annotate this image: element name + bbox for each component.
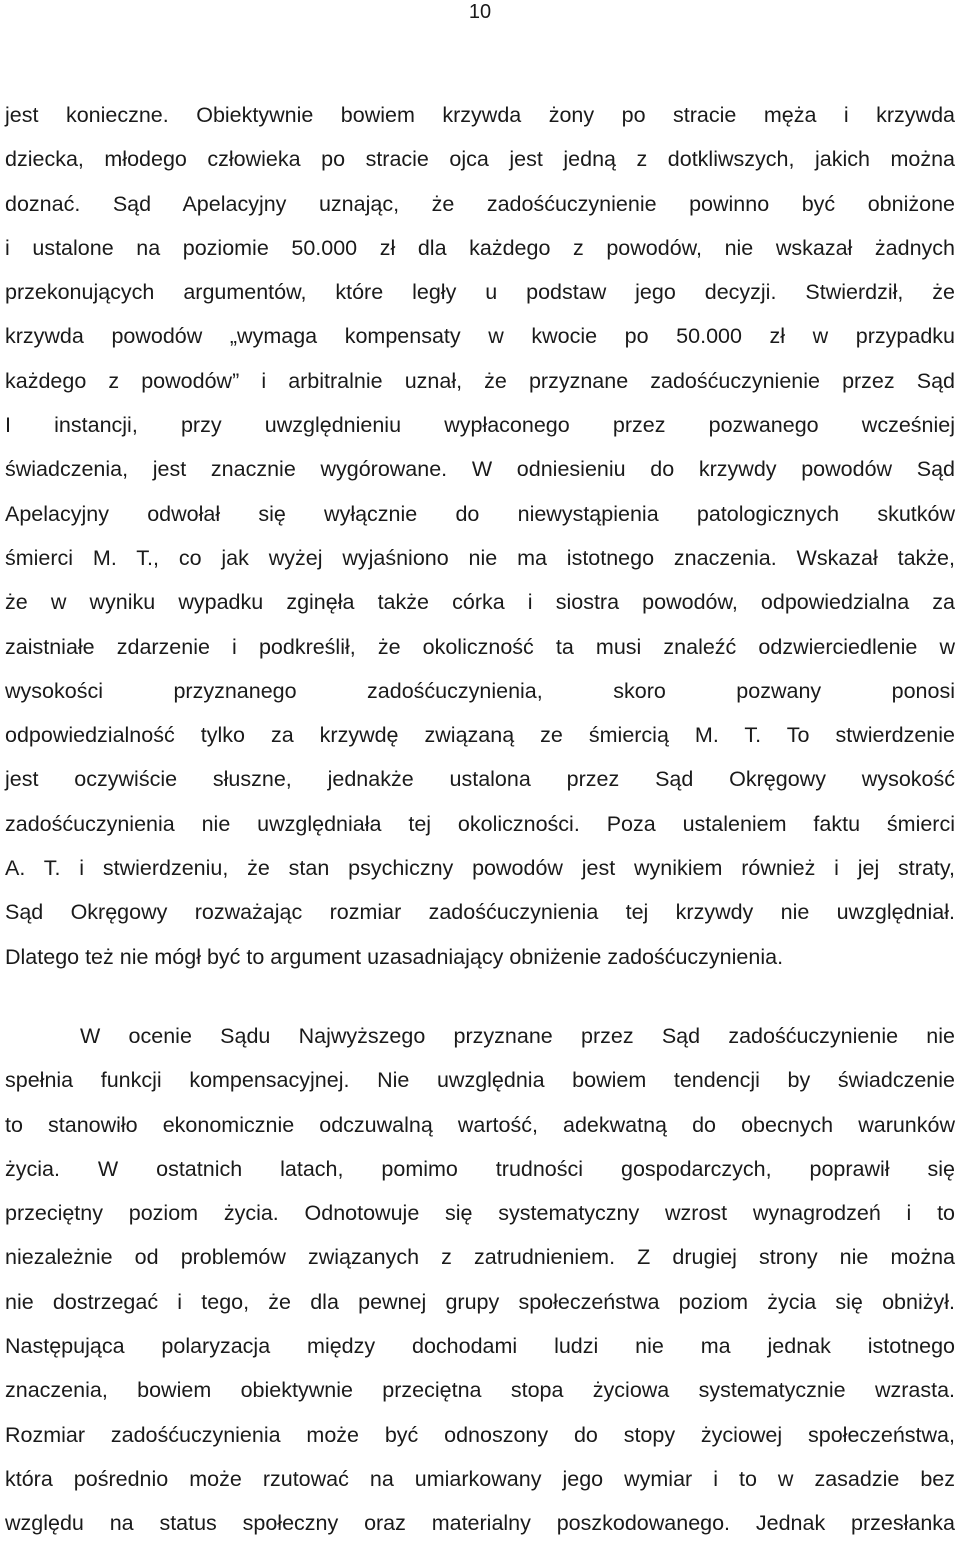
text-line: odpowiedzialność tylko za krzywdę związaną ze śmiercią M. T. To stwierdzenie [5, 723, 955, 748]
paragraph-1 [5, 93, 955, 979]
text-line: znaczenia, bowiem obiektywnie przeciętna stopa życiowa systematycznie wzrasta. [5, 1378, 955, 1403]
document-body [5, 93, 955, 1546]
text-line: to stanowiło ekonomicznie odczuwalną wartość, adekwatną do obecnych warunków [5, 1112, 955, 1137]
text-line: W ocenie Sądu Najwyższego przyznane przez Sąd zadośćuczynienie nie [80, 1023, 955, 1048]
text-line: względu na status społeczny oraz materialny poszkodowanego. Jednak przesłanka [5, 1511, 955, 1536]
text-line: I instancji, przy uwzględnieniu wypłaconego przez pozwanego wcześniej [5, 413, 955, 438]
text-line: spełnia funkcji kompensacyjnej. Nie uwzględnia bowiem tendencji by świadczenie [5, 1068, 955, 1093]
text-line: świadczenia, jest znacznie wygórowane. W odniesieniu do krzywdy powodów Sąd [5, 457, 955, 482]
text-line: Apelacyjny odwołał się wyłącznie do niewystąpienia patologicznych skutków [5, 501, 955, 526]
text-line: nie dostrzegać i tego, że dla pewnej grupy społeczeństwa poziom życia się obniżył. [5, 1289, 955, 1314]
text-line: jest konieczne. Obiektywnie bowiem krzywda żony po stracie męża i krzywda [5, 103, 955, 127]
text-line: i ustalone na poziomie 50.000 zł dla każdego z powodów, nie wskazał żadnych [5, 235, 955, 260]
paragraph-spacer [5, 979, 955, 1014]
text-line: przekonujących argumentów, które legły u podstaw jego decyzji. Stwierdził, że [5, 280, 955, 305]
text-line: Następująca polaryzacja między dochodami ludzi nie ma jednak istotnego [5, 1334, 955, 1359]
text-line: przeciętny poziom życia. Odnotowuje się systematyczny wzrost wynagrodzeń i to [5, 1201, 955, 1226]
text-line: A. T. i stwierdzeniu, że stan psychiczny powodów jest wynikiem również i jej straty, [5, 856, 955, 881]
text-line: że w wyniku wypadku zginęła także córka i siostra powodów, odpowiedzialna za [5, 590, 955, 615]
text-line: doznać. Sąd Apelacyjny uznając, że zadośćuczynienie powinno być obniżone [5, 191, 955, 216]
text-line: każdego z powodów” i arbitralnie uznał, że przyznane zadośćuczynienie przez Sąd [5, 368, 955, 393]
paragraph-2 [5, 1014, 955, 1546]
text-line: Sąd Okręgowy rozważając rozmiar zadośćuczynienia tej krzywdy nie uwzględniał. [5, 900, 955, 925]
text-line: która pośrednio może rzutować na umiarkowany jego wymiar i to w zasadzie bez [5, 1466, 955, 1491]
text-line: Rozmiar zadośćuczynienia może być odnoszony do stopy życiowej społeczeństwa, [5, 1422, 955, 1447]
text-line: niezależnie od problemów związanych z zatrudnieniem. Z drugiej strony nie można [5, 1245, 955, 1270]
text-line: śmierci M. T., co jak wyżej wyjaśniono nie ma istotnego znaczenia. Wskazał także, [5, 545, 955, 570]
text-line: zaistniałe zdarzenie i podkreślił, że okoliczność ta musi znaleźć odzwierciedlenie w [5, 634, 955, 659]
text-line: zadośćuczynienia nie uwzględniała tej okoliczności. Poza ustaleniem faktu śmierci [5, 811, 955, 836]
text-line: życia. W ostatnich latach, pomimo trudności gospodarczych, poprawił się [5, 1156, 955, 1181]
page-number: 10 [468, 1, 492, 23]
text-line: Dlatego też nie mógł być to argument uzasadniający obniżenie zadośćuczynienia. [5, 944, 784, 969]
text-line: krzywda powodów „wymaga kompensaty w kwocie po 50.000 zł w przypadku [5, 324, 955, 349]
text-line: dziecka, młodego człowieka po stracie ojca jest jedną z dotkliwszych, jakich można [5, 147, 955, 172]
text-line: wysokości przyznanego zadośćuczynienia, skoro pozwany ponosi [5, 678, 955, 703]
text-line: jest oczywiście słuszne, jednakże ustalona przez Sąd Okręgowy wysokość [5, 767, 955, 792]
